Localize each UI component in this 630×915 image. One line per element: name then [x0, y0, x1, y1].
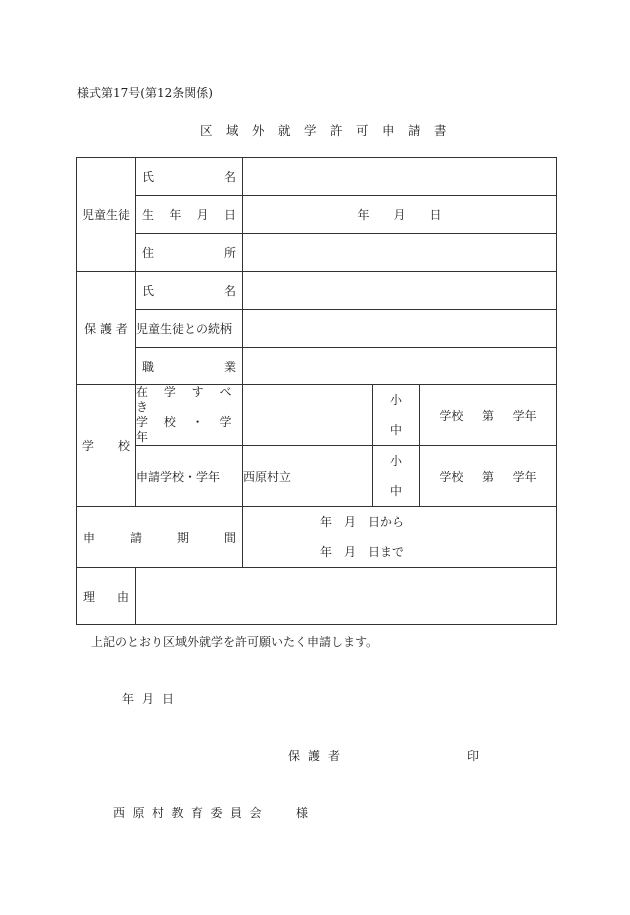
date-line: 年月日: [122, 692, 183, 706]
student-address-label: 住 所: [136, 234, 243, 272]
current-school-field[interactable]: [243, 385, 373, 446]
education-board-name: 西原村教育委員会: [113, 806, 270, 820]
guardian-name-label: 氏 名: [136, 272, 243, 310]
reason-field[interactable]: [136, 568, 557, 625]
student-birth-label: 生 年 月 日: [136, 196, 243, 234]
current-school-label: 在 学 す べ き 学 校 ・ 学 年: [136, 385, 243, 446]
guardian-name-field[interactable]: [243, 272, 557, 310]
period-field[interactable]: 年 月 日から 年 月 日まで: [243, 507, 557, 568]
student-name-field[interactable]: [243, 158, 557, 196]
apply-school-type: 小 中: [373, 446, 420, 507]
guardian-section-label: 保 護 者: [77, 272, 136, 385]
student-name-label: 氏 名: [136, 158, 243, 196]
period-label: 申 請 期 間: [77, 507, 243, 568]
guardian-job-label: 職 業: [136, 348, 243, 385]
guardian-job-field[interactable]: [243, 348, 557, 385]
apply-school-field[interactable]: 西原村立: [243, 446, 373, 507]
guardian-relation-field[interactable]: [243, 310, 557, 348]
guardian-signature-label: 保護者: [288, 749, 349, 763]
student-section-label: 児童生徒: [77, 158, 136, 272]
application-table: [76, 157, 557, 625]
statement-text: 上記のとおり区域外就学を許可願いたく申請します。: [91, 635, 379, 649]
document-title: 区域外就学許可申請書: [200, 123, 461, 138]
honorific: 様: [296, 806, 309, 820]
apply-grade-field: 学校 第 学年: [420, 446, 557, 507]
current-school-type: 小 中: [373, 385, 420, 446]
form-number: 様式第17号(第12条関係): [77, 86, 213, 100]
student-address-field[interactable]: [243, 234, 557, 272]
apply-school-label: 申請学校・学年: [136, 446, 243, 507]
current-grade-field: 学校 第 学年: [420, 385, 557, 446]
guardian-relation-label: 児童生徒との続柄: [136, 310, 243, 348]
student-birth-field[interactable]: 年 月 日: [243, 196, 557, 234]
reason-label: 理 由: [77, 568, 136, 625]
seal-mark: 印: [467, 749, 480, 763]
school-section-label: 学 校: [77, 385, 136, 507]
